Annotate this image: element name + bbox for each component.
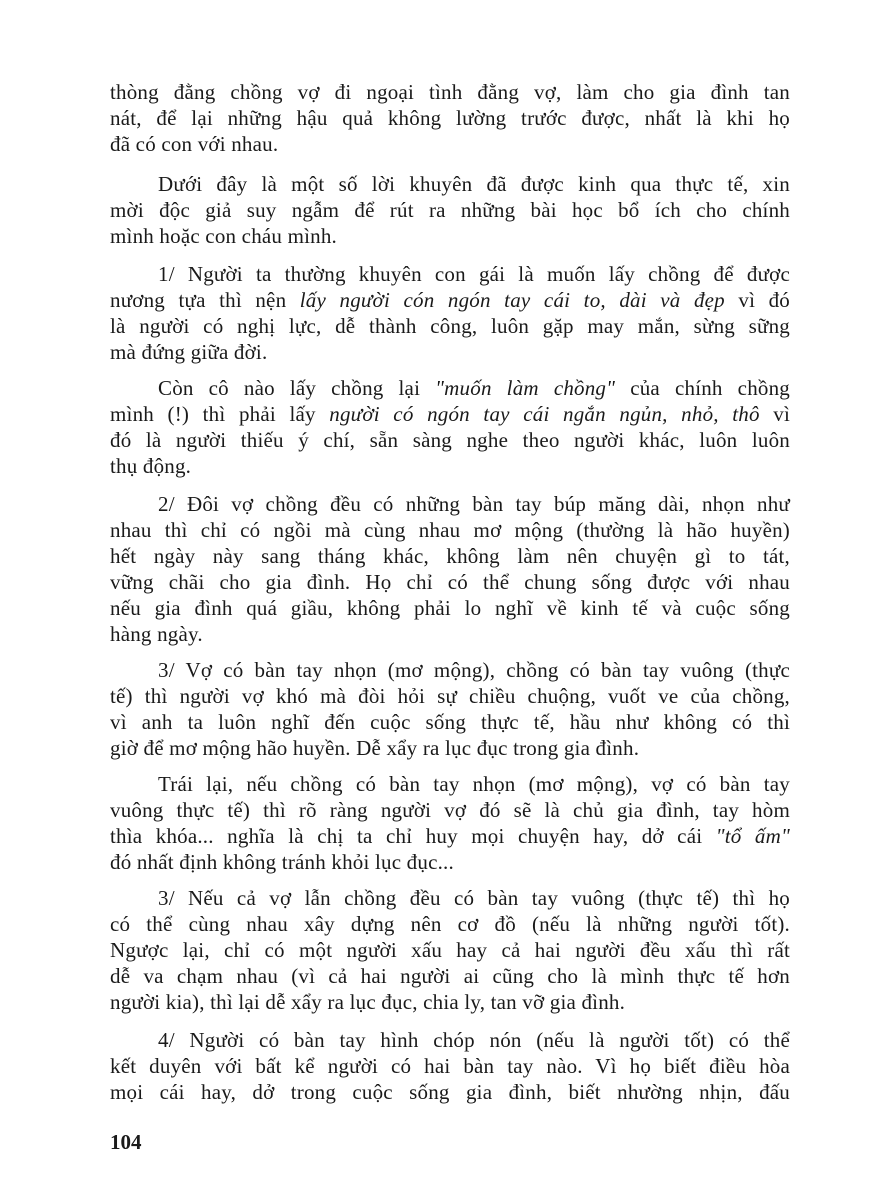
text-line: 1/ Người ta thường khuyên con gái là muốn lấy chồng để được: [158, 262, 790, 286]
text-line: mình (!) thì phải lấy người có ngón tay cái ngắn ngủn, nhỏ, thô vì: [110, 402, 791, 426]
text-line: Ngược lại, chỉ có một người xấu hay cả hai người đều xấu thì rất: [110, 938, 790, 962]
text-line: vững chãi cho gia đình. Họ chỉ có thể chung sống được với nhau: [110, 570, 790, 594]
text-line: mình hoặc con cháu mình.: [110, 224, 337, 248]
text-line: tế) thì người vợ khó mà đòi hỏi sự chiều chuộng, vuốt ve của chồng,: [110, 684, 790, 708]
text-line: đã có con với nhau.: [110, 132, 279, 156]
text-line: là người có nghị lực, dễ thành công, luôn gặp may mắn, sừng sững: [110, 314, 790, 338]
text-line: 4/ Người có bàn tay hình chóp nón (nếu là người tốt) có thể: [158, 1028, 790, 1052]
text-line: vì anh ta luôn nghĩ đến cuộc sống thực tế, hầu như không có thì: [110, 710, 790, 734]
text-line: Còn cô nào lấy chồng lại "muốn làm chồng" của chính chồng: [158, 376, 790, 400]
text-line: Trái lại, nếu chồng có bàn tay nhọn (mơ mộng), vợ có bàn tay: [158, 772, 790, 796]
text-line: mời độc giả suy ngẫm để rút ra những bài học bổ ích cho chính: [110, 198, 790, 222]
text-line: 3/ Vợ có bàn tay nhọn (mơ mộng), chồng có bàn tay vuông (thực: [158, 658, 790, 682]
text-line: thìa khóa... nghĩa là chị ta chỉ huy mọi chuyện hay, dở cái "tổ ấm": [110, 824, 790, 848]
text-line: thòng đằng chồng vợ đi ngoại tình đằng vợ, làm cho gia đình tan: [110, 80, 790, 104]
text-line: đó nhất định không tránh khỏi lục đục...: [110, 850, 454, 874]
text-line: hết ngày này sang tháng khác, không làm nên chuyện gì to tát,: [110, 544, 790, 568]
text-line: có thể cùng nhau xây dựng nên cơ đồ (nếu là những người tốt).: [110, 912, 790, 936]
text-line: nhau thì chỉ có ngồi mà cùng nhau mơ mộng (thường là hão huyền): [110, 518, 790, 542]
text-line: mà đứng giữa đời.: [110, 340, 268, 364]
text-line: Dưới đây là một số lời khuyên đã được kinh qua thực tế, xin: [158, 172, 790, 196]
text-line: kết duyên với bất kể người có hai bàn tay nào. Vì họ biết điều hòa: [110, 1054, 790, 1078]
text-line: mọi cái hay, dở trong cuộc sống gia đình, biết nhường nhịn, đấu: [110, 1080, 790, 1104]
text-line: 2/ Đôi vợ chồng đều có những bàn tay búp măng dài, nhọn như: [158, 492, 790, 516]
text-line: giờ để mơ mộng hão huyền. Dễ xẩy ra lục đục trong gia đình.: [110, 736, 640, 760]
text-line: vuông thực tế) thì rõ ràng người vợ đó sẽ là chủ gia đình, tay hòm: [110, 798, 790, 822]
emphasis-text: "tổ ấm": [715, 824, 790, 848]
text-line: 3/ Nếu cả vợ lẫn chồng đều có bàn tay vuông (thực tế) thì họ: [158, 886, 790, 910]
emphasis-text: người có ngón tay cái ngắn ngủn, nhỏ, thô: [329, 402, 760, 426]
emphasis-text: "muốn làm chồng": [435, 376, 616, 400]
text-line: đó là người thiếu ý chí, sẵn sàng nghe theo người khác, luôn luôn: [110, 428, 790, 452]
text-line: dễ va chạm nhau (vì cả hai người ai cũng cho là mình thực tế hơn: [110, 964, 790, 988]
page-number: 104: [110, 1130, 142, 1154]
text-line: thụ động.: [110, 454, 192, 478]
emphasis-text: lấy người cón ngón tay cái to, dài và đẹp: [299, 288, 725, 312]
text-line: hàng ngày.: [110, 622, 203, 646]
text-line: nương tựa thì nện lấy người cón ngón tay cái to, dài và đẹp vì đó: [110, 288, 790, 312]
text-line: nát, để lại những hậu quả không lường trước được, nhất là khi họ: [110, 106, 790, 130]
text-line: người kia), thì lại dễ xẩy ra lục đục, chia ly, tan vỡ gia đình.: [110, 990, 626, 1014]
text-line: nếu gia đình quá giầu, không phải lo nghĩ về kinh tế và cuộc sống: [110, 596, 790, 620]
